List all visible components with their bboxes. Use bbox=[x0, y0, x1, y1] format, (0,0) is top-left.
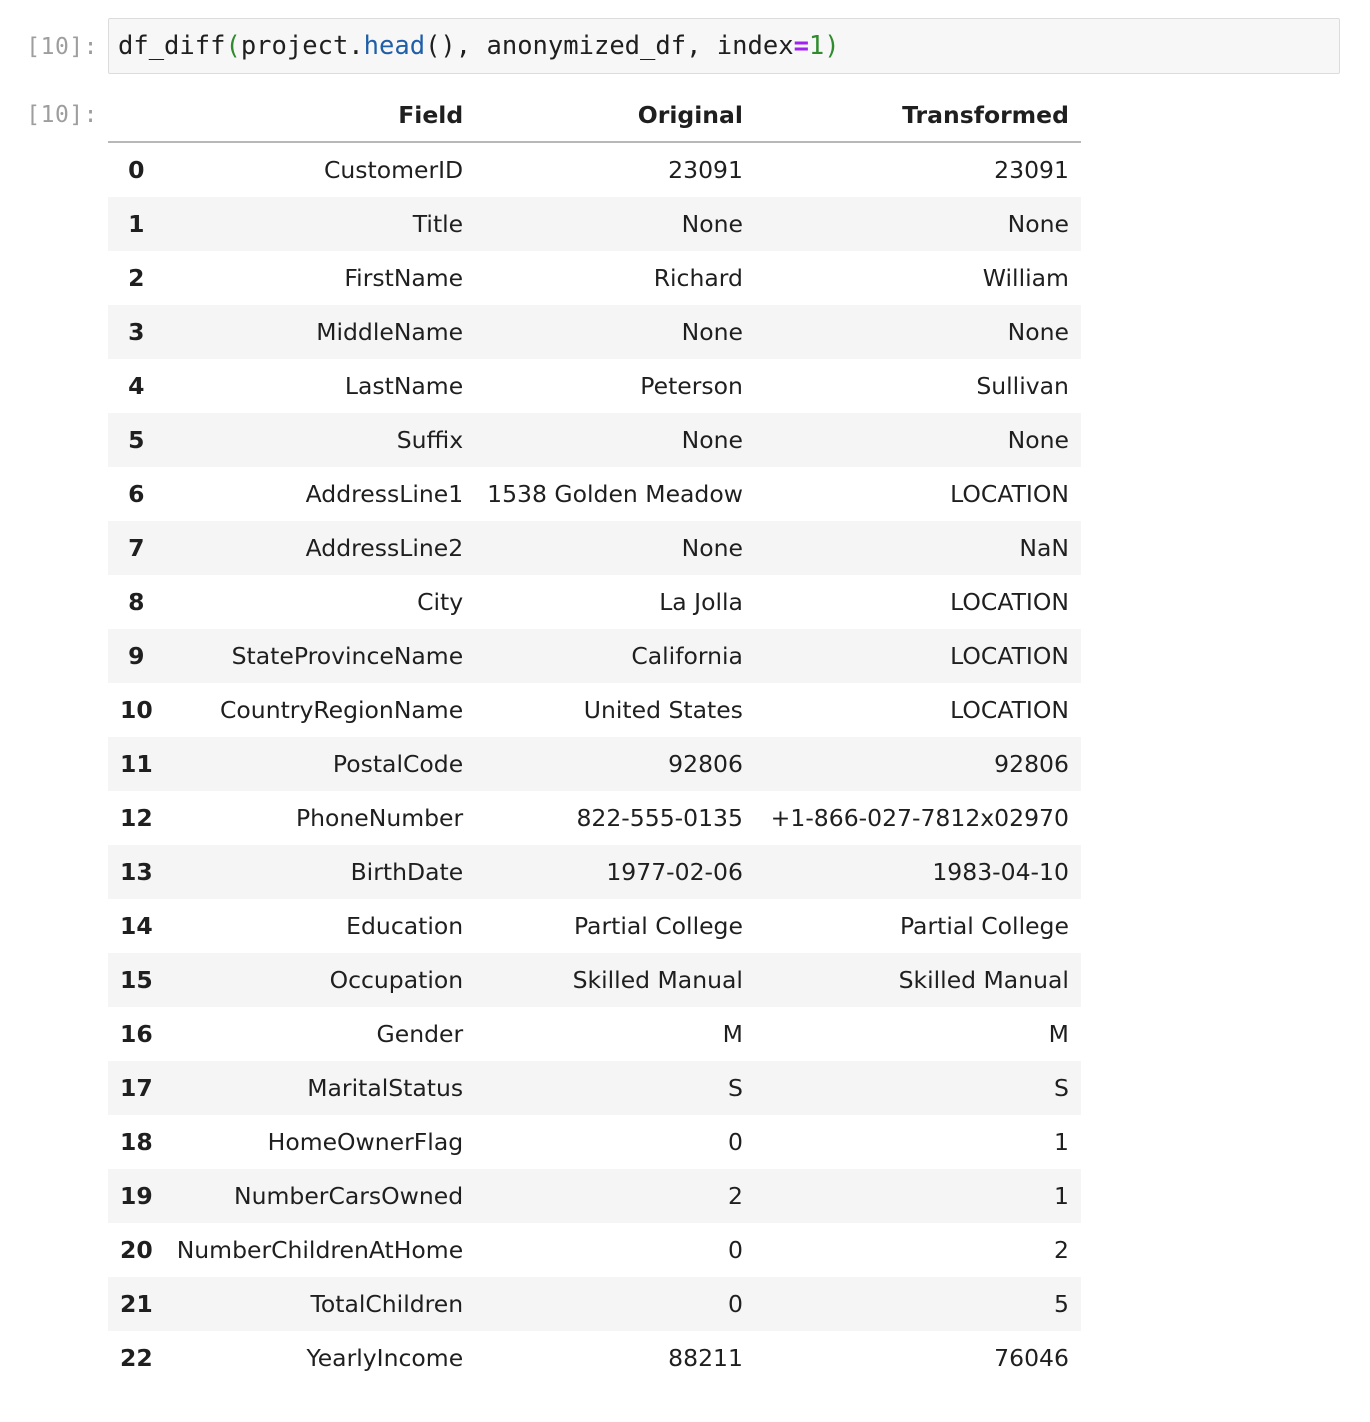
field-cell: NumberChildrenAtHome bbox=[176, 1236, 464, 1264]
code-close-paren: ) bbox=[824, 31, 840, 61]
row-index: 5 bbox=[128, 426, 145, 454]
table-row bbox=[108, 413, 1081, 467]
table-row bbox=[108, 467, 1081, 521]
dataframe-table bbox=[108, 88, 1081, 1385]
code-object: project. bbox=[240, 31, 364, 61]
original-cell: 2 bbox=[727, 1182, 743, 1210]
output-prompt: [10]: bbox=[26, 102, 98, 128]
original-cell: Partial College bbox=[573, 912, 743, 940]
transformed-cell: None bbox=[1007, 426, 1069, 454]
transformed-cell: M bbox=[1048, 1020, 1069, 1048]
field-cell: Suffix bbox=[396, 426, 464, 454]
row-index: 9 bbox=[128, 642, 145, 670]
table-row bbox=[108, 1331, 1081, 1385]
input-prompt: [10]: bbox=[26, 34, 98, 60]
row-index: 13 bbox=[120, 858, 153, 886]
original-cell: None bbox=[681, 318, 743, 346]
row-index: 10 bbox=[120, 696, 153, 724]
transformed-cell: 23091 bbox=[994, 156, 1069, 184]
transformed-cell: S bbox=[1054, 1074, 1069, 1102]
table-row bbox=[108, 1277, 1081, 1331]
table-row bbox=[108, 1007, 1081, 1061]
table-row bbox=[108, 1169, 1081, 1223]
field-cell: YearlyIncome bbox=[306, 1344, 464, 1372]
table-row bbox=[108, 305, 1081, 359]
table-row bbox=[108, 629, 1081, 683]
header-row bbox=[108, 88, 1081, 142]
transformed-cell: LOCATION bbox=[950, 480, 1069, 508]
original-cell: None bbox=[681, 534, 743, 562]
original-cell: Richard bbox=[653, 264, 743, 292]
original-cell: 1538 Golden Meadow bbox=[487, 480, 743, 508]
field-cell: PhoneNumber bbox=[295, 804, 464, 832]
code-function-name: df_diff bbox=[118, 31, 226, 61]
original-cell: 23091 bbox=[668, 156, 743, 184]
row-index: 12 bbox=[120, 804, 153, 832]
transformed-cell: None bbox=[1007, 318, 1069, 346]
table-row bbox=[108, 845, 1081, 899]
row-index: 19 bbox=[120, 1182, 153, 1210]
original-cell: United States bbox=[583, 696, 743, 724]
table-row bbox=[108, 521, 1081, 575]
original-cell: 0 bbox=[727, 1236, 743, 1264]
transformed-cell: +1-866-027-7812x02970 bbox=[770, 804, 1069, 832]
table-row bbox=[108, 683, 1081, 737]
transformed-cell: Sullivan bbox=[976, 372, 1069, 400]
transformed-cell: Skilled Manual bbox=[898, 966, 1069, 994]
row-index: 11 bbox=[120, 750, 153, 778]
row-index: 18 bbox=[120, 1128, 153, 1156]
field-cell: AddressLine2 bbox=[305, 534, 464, 562]
table-row bbox=[108, 1223, 1081, 1277]
row-index: 16 bbox=[120, 1020, 153, 1048]
table-row bbox=[108, 737, 1081, 791]
original-cell: 0 bbox=[727, 1128, 743, 1156]
original-cell: 822-555-0135 bbox=[576, 804, 743, 832]
row-index: 7 bbox=[128, 534, 145, 562]
code-number: 1 bbox=[808, 31, 825, 61]
code-method: head bbox=[363, 31, 426, 61]
transformed-cell: 92806 bbox=[994, 750, 1069, 778]
row-index: 17 bbox=[120, 1074, 153, 1102]
row-index: 6 bbox=[128, 480, 145, 508]
table-row bbox=[108, 142, 1081, 197]
original-column-header: Original bbox=[475, 88, 755, 142]
field-cell: StateProvinceName bbox=[231, 642, 464, 670]
original-cell: 88211 bbox=[668, 1344, 743, 1372]
transformed-cell: 2 bbox=[1053, 1236, 1069, 1264]
field-cell: MiddleName bbox=[316, 318, 464, 346]
transformed-cell: 76046 bbox=[994, 1344, 1069, 1372]
transformed-cell: None bbox=[1007, 210, 1069, 238]
table-row bbox=[108, 1061, 1081, 1115]
original-cell: California bbox=[631, 642, 743, 670]
table-row bbox=[108, 899, 1081, 953]
transformed-cell: Partial College bbox=[899, 912, 1069, 940]
field-cell: AddressLine1 bbox=[305, 480, 464, 508]
field-cell: Gender bbox=[376, 1020, 464, 1048]
field-cell: CustomerID bbox=[323, 156, 464, 184]
row-index: 8 bbox=[128, 588, 145, 616]
transformed-cell: 5 bbox=[1053, 1290, 1069, 1318]
field-cell: FirstName bbox=[344, 264, 464, 292]
original-cell: 92806 bbox=[668, 750, 743, 778]
table-row bbox=[108, 197, 1081, 251]
row-index: 1 bbox=[128, 210, 145, 238]
field-cell: HomeOwnerFlag bbox=[267, 1128, 464, 1156]
row-index: 3 bbox=[128, 318, 145, 346]
row-index: 15 bbox=[120, 966, 153, 994]
field-cell: Education bbox=[346, 912, 464, 940]
field-cell: BirthDate bbox=[350, 858, 464, 886]
field-cell: LastName bbox=[344, 372, 464, 400]
code-args: , anonymized_df, index bbox=[455, 31, 794, 61]
row-index: 0 bbox=[128, 156, 145, 184]
table-body bbox=[108, 142, 1081, 1385]
code-cell-editor[interactable] bbox=[108, 18, 1340, 74]
field-cell: TotalChildren bbox=[310, 1290, 464, 1318]
transformed-cell: 1 bbox=[1053, 1182, 1069, 1210]
original-cell: None bbox=[681, 426, 743, 454]
table-header bbox=[108, 88, 1081, 142]
row-index: 21 bbox=[120, 1290, 153, 1318]
transformed-cell: William bbox=[982, 264, 1069, 292]
table-row bbox=[108, 575, 1081, 629]
cell-output bbox=[108, 88, 1081, 1385]
transformed-cell: NaN bbox=[1019, 534, 1069, 562]
row-index: 4 bbox=[128, 372, 145, 400]
original-cell: M bbox=[722, 1020, 743, 1048]
table-row bbox=[108, 953, 1081, 1007]
transformed-cell: LOCATION bbox=[950, 642, 1069, 670]
transformed-cell: 1983-04-10 bbox=[932, 858, 1069, 886]
table-row bbox=[108, 1115, 1081, 1169]
table-row bbox=[108, 791, 1081, 845]
table-row bbox=[108, 251, 1081, 305]
field-cell: NumberCarsOwned bbox=[234, 1182, 464, 1210]
transformed-cell: LOCATION bbox=[950, 588, 1069, 616]
original-cell: 1977-02-06 bbox=[606, 858, 743, 886]
row-index: 20 bbox=[120, 1236, 153, 1264]
transformed-cell: LOCATION bbox=[950, 696, 1069, 724]
field-column-header: Field bbox=[165, 88, 475, 142]
row-index: 22 bbox=[120, 1344, 153, 1372]
row-index: 14 bbox=[120, 912, 153, 940]
field-cell: City bbox=[417, 588, 464, 616]
field-cell: Occupation bbox=[329, 966, 464, 994]
code-open-paren: ( bbox=[225, 31, 241, 61]
original-cell: La Jolla bbox=[659, 588, 743, 616]
field-cell: CountryRegionName bbox=[220, 696, 464, 724]
table-row bbox=[108, 359, 1081, 413]
transformed-column-header: Transformed bbox=[755, 88, 1081, 142]
field-cell: Title bbox=[412, 210, 464, 238]
original-cell: 0 bbox=[727, 1290, 743, 1318]
original-cell: Skilled Manual bbox=[572, 966, 743, 994]
index-column-header bbox=[108, 88, 165, 142]
code-call-parens: () bbox=[425, 31, 456, 61]
original-cell: S bbox=[728, 1074, 743, 1102]
original-cell: None bbox=[681, 210, 743, 238]
code-operator: = bbox=[793, 31, 809, 61]
original-cell: Peterson bbox=[640, 372, 743, 400]
row-index: 2 bbox=[128, 264, 145, 292]
field-cell: PostalCode bbox=[332, 750, 464, 778]
field-cell: MaritalStatus bbox=[307, 1074, 464, 1102]
transformed-cell: 1 bbox=[1053, 1128, 1069, 1156]
